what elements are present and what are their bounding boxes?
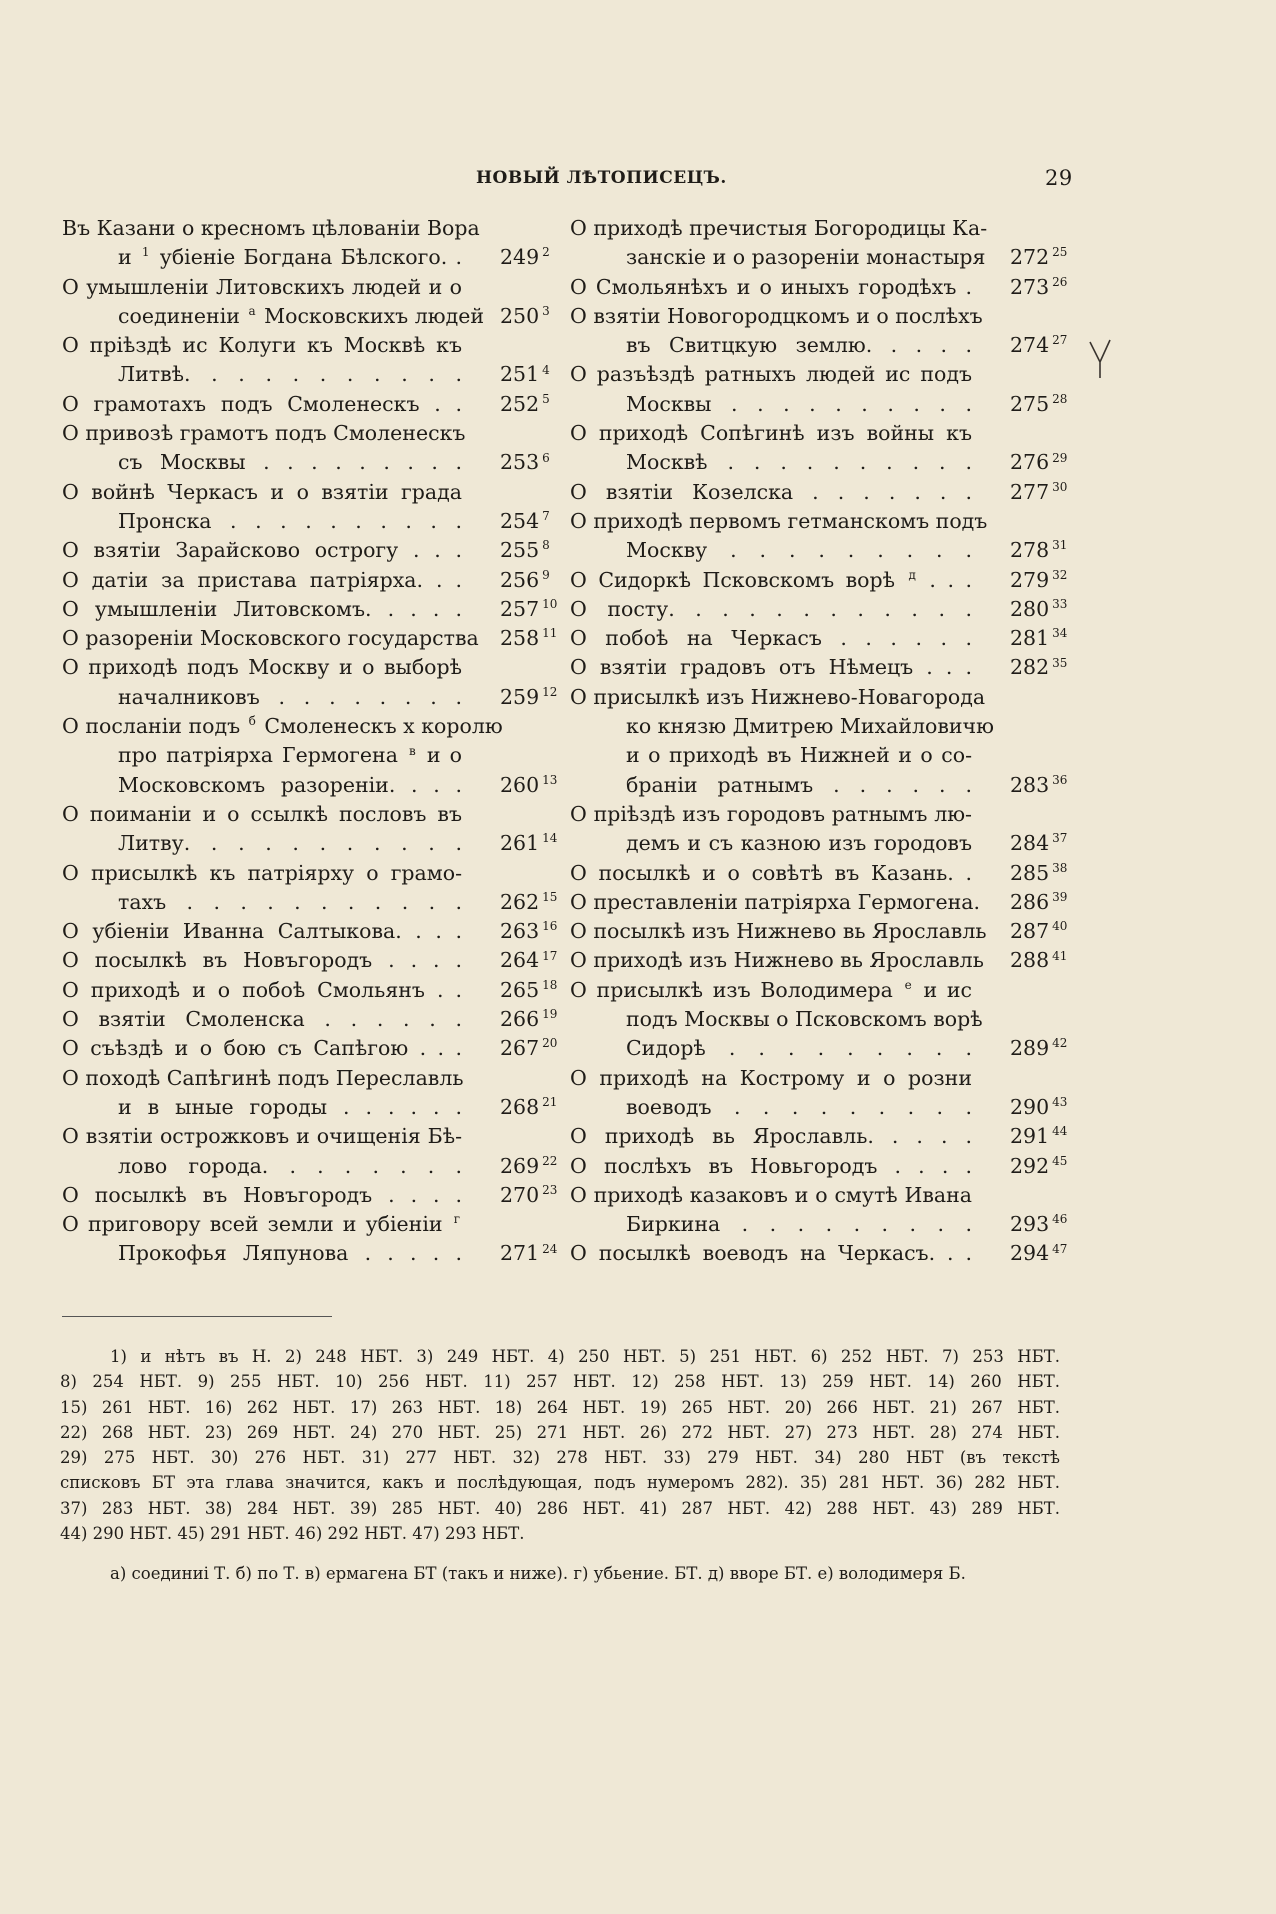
toc-entry [570,859,1068,888]
toc-page-value: 268 [500,1094,540,1119]
toc-page-number [1010,243,1067,272]
toc-entry [62,1181,562,1210]
toc-entry-text: О посылкѣ воеводъ на Черкасъ. . . [570,1241,972,1266]
toc-entry-text: про патріярха Гермогена $^в$ и о [118,743,462,768]
toc-entry-text: О преставленіи патріярха Гермогена. [570,889,981,914]
toc-page-value: 271 [500,1241,540,1266]
footnote-line: 1) и нѣтъ въ Н. 2) 248 НБТ. 3) 249 НБТ. 4) 250 НБТ. 5) 251 НБТ. 6) 252 НБТ. 7) 253 НБТ. [110,1347,1060,1366]
toc-page-value: 284 [1010,831,1050,856]
toc-page-value: 269 [500,1153,540,1178]
toc-page-value: 274 [1010,333,1050,358]
toc-entry [570,595,1068,624]
toc-page-number [1010,1122,1067,1151]
toc-entry-text: Въ Казани о кресномъ цѣлованіи Вора [62,216,480,240]
footnote-ref: 22 [542,1153,558,1168]
footnote-ref: 11 [542,626,558,641]
toc-entry [62,214,562,273]
variant-marker: г [453,1212,460,1227]
footnote-ref: 25 [1052,245,1068,260]
running-title: НОВЫЙ ЛѢТОПИСЕЦЪ. [476,168,727,188]
toc-page-number [500,1181,557,1210]
footnote-ref: 2 [542,245,550,260]
toc-page-value: 281 [1010,626,1050,651]
footnote-ref: 15 [542,890,558,904]
footnote-line: 8) 254 НБТ. 9) 255 НБТ. 10) 256 НБТ. 11) 257 НБТ. 12) 258 НБТ. 13) 259 НБТ. 14) 260 НБТ. [60,1372,1060,1392]
toc-entry [570,946,1068,975]
toc-left-column [62,214,562,1269]
toc-page-value: 261 [500,831,540,856]
toc-page-value: 276 [1010,450,1050,475]
toc-entry-text: тахъ . . . . . . . . . . . [118,889,462,914]
footnote-ref: 33 [1052,597,1068,612]
footnote-line: 15) 261 НБТ. 16) 262 НБТ. 17) 263 НБТ. 18) 264 НБТ. 19) 265 НБТ. 20) 266 НБТ. 21) 267 НБТ. [60,1397,1060,1417]
toc-entry-text: началниковъ . . . . . . . . [118,684,462,709]
variant-notes: а) соединиі Т. б) по Т. в) ермагена БТ (такъ и ниже). г) убьение. БТ. д) вворе БТ. е) володимеря Б. [110,1564,966,1583]
variant-marker: е [904,977,912,992]
toc-entry-text: О взятіи Новогородцкомъ и о послѣхъ [570,303,983,328]
toc-page-number [1010,595,1067,624]
footnote-ref: 20 [542,1036,558,1051]
toc-entry-text: О посылкѣ въ Новъгородъ . . . . [62,948,462,973]
footnotes [60,1344,1060,1546]
toc-page-value: 287 [1010,919,1050,944]
toc-entry-text: О присылкѣ къ патріярху о грамо- [62,860,462,885]
toc-entry-text: О разореніи Московского государства [62,626,479,651]
toc-entry [62,946,562,975]
toc-entry-text: О пріѣздѣ изъ городовъ ратнымъ лю- [570,801,972,826]
toc-entry-text: О посылкѣ и о совѣтѣ въ Казань. . [570,860,972,885]
footnote-line: 29) 275 НБТ. 30) 276 НБТ. 31) 277 НБТ. 32) 278 НБТ. 33) 279 НБТ. 34) 280 НБТ (въ текстѣ [60,1448,1060,1468]
toc-entry [62,566,562,595]
toc-page-value: 259 [500,684,540,709]
toc-entry [570,273,1068,302]
toc-page-number [1010,1239,1067,1268]
toc-page-number [1010,946,1067,975]
toc-entry [62,917,562,946]
toc-page-value: 254 [500,508,540,533]
toc-page-value: 253 [500,450,540,475]
toc-entry-text: Москвы . . . . . . . . . . [626,391,972,416]
footnote-ref: 41 [1052,948,1068,963]
footnote-ref: 9 [542,567,550,582]
toc-entry-text: О съѣздѣ и о бою съ Сапѣгою . . . [62,1036,462,1061]
toc-page-value: 275 [1010,391,1050,416]
toc-entry-text: Биркина . . . . . . . . . [626,1212,972,1237]
toc-page-value: 272 [1010,245,1050,270]
toc-entry [62,273,562,332]
toc-page-value: 267 [500,1036,540,1061]
footnote-ref: 39 [1052,890,1068,904]
toc-page-number [1010,536,1067,565]
toc-entry-text: демъ и съ казною изъ городовъ [626,831,972,856]
toc-entry [62,653,562,712]
toc-page-value: 263 [500,919,540,944]
toc-entry-text: О датіи за пристава патріярха. . . [62,567,462,592]
toc-page-number [500,302,550,331]
footnote-ref: 30 [1052,479,1068,494]
toc-entry [62,1210,562,1269]
footnote-ref: 23 [542,1182,558,1197]
toc-page-value: 266 [500,1007,540,1032]
footnote-ref: 4 [542,362,550,377]
toc-entry [570,214,1068,273]
toc-entry-text: О взятіи Зарайсково острогу . . . [62,538,462,563]
toc-page-number [1010,390,1067,419]
toc-entry [570,1064,1068,1123]
toc-entry [570,478,1068,507]
toc-page-value: 283 [1010,772,1050,797]
toc-right-column [570,214,1068,1269]
toc-page-number [500,917,557,946]
footnote-ref: 8 [542,538,550,553]
toc-entry [570,566,1068,595]
toc-entry-text: О разъѣздѣ ратныхъ людей ис подъ [570,362,972,387]
toc-page-number [500,360,550,389]
toc-page-value: 291 [1010,1124,1050,1149]
toc-page-number [500,946,557,975]
toc-page-number [500,390,550,419]
toc-entry [62,536,562,565]
toc-page-number [1010,331,1067,360]
toc-entry [62,712,562,800]
footnote-ref: 32 [1052,567,1068,582]
toc-page-value: 293 [1010,1212,1050,1237]
toc-entry-text: Московскомъ разореніи. . . . [118,772,462,797]
footnote-ref: 45 [1052,1153,1068,1168]
footnote-ref: 35 [1052,655,1068,670]
toc-entry-text: О Сидоркѣ Псковскомъ ворѣ $^д$ . . . [570,567,972,592]
toc-page-value: 285 [1010,860,1050,885]
toc-page-number [1010,859,1067,888]
footnote-ref: 18 [542,977,558,992]
toc-page-value: 280 [1010,596,1050,621]
toc-page-number [1010,1152,1067,1181]
toc-page-value: 260 [500,772,540,797]
toc-entry-text: О приходѣ первомъ гетманскомъ подъ [570,508,988,533]
footnote-ref: 5 [542,391,550,406]
toc-entry [570,360,1068,419]
toc-entry-text: и $^1$ убіеніе Богдана Бѣлского. . [118,245,462,270]
footnote-ref: 27 [1052,333,1068,348]
toc-entry-text: О грамотахъ подъ Смоленескъ . . [62,391,462,416]
footnote-ref: 46 [1052,1212,1068,1227]
footnote-ref: 44 [1052,1124,1068,1139]
variant-marker: а [248,304,256,319]
toc-entry [62,1005,562,1034]
toc-entry [570,683,1068,800]
toc-entry-text: съ Москвы . . . . . . . . . [118,450,462,475]
toc-entry [570,507,1068,566]
toc-entry-text: О приговору всей земли и убіеніи $^г$ [62,1212,460,1237]
toc-entry-text: Сидорѣ . . . . . . . . . [626,1036,972,1061]
page-number: 29 [1045,166,1073,190]
toc-entry-text: О походѣ Сапѣгинѣ подъ Переславль [62,1065,464,1090]
toc-entry-text: О приходѣ на Кострому и о розни [570,1065,972,1090]
footnote-line: 44) 290 НБТ. 45) 291 НБТ. 46) 292 НБТ. 47) 293 НБТ. [60,1524,525,1544]
toc-page-number [500,566,550,595]
toc-page-value: 282 [1010,655,1050,680]
toc-page-number [500,683,557,712]
toc-entry-text: О побоѣ на Черкасъ . . . . . . [570,626,972,651]
toc-page-value: 257 [500,596,540,621]
toc-entry-text: Прокофья Ляпунова . . . . . [118,1241,462,1266]
toc-entry [62,976,562,1005]
toc-entry-text: соединеніи $^а$ Московскихъ людей [118,303,484,328]
toc-entry-text: О приходѣ и о побоѣ Смольянъ . . [62,977,462,1002]
toc-page-value: 286 [1010,889,1050,914]
toc-entry [62,419,562,478]
toc-page-value: 278 [1010,538,1050,563]
toc-page-value: 270 [500,1182,540,1207]
toc-entry-text: О приходѣ Сопѣгинѣ изъ войны къ [570,421,972,446]
toc-page-number [1010,478,1067,507]
toc-entry-text: Москвѣ . . . . . . . . . . [626,450,972,475]
toc-page-number [500,976,557,1005]
toc-page-value: 258 [500,626,540,651]
toc-page-number [1010,566,1067,595]
footnote-ref: 19 [542,1007,558,1022]
footnote-ref: 12 [542,684,558,699]
toc-entry-text: лово города. . . . . . . . [118,1153,462,1178]
toc-page-value: 249 [500,245,540,270]
toc-entry [62,390,562,419]
toc-entry-text: браніи ратнымъ . . . . . . [626,772,972,797]
toc-entry [570,653,1068,682]
toc-page-number [500,536,550,565]
toc-page-number [500,888,557,917]
footnote-ref: 42 [1052,1036,1068,1051]
toc-entry-text: О приходѣ пречистыя Богородицы Ка- [570,216,988,240]
toc-entry-text: О приходѣ подъ Москву и о выборѣ [62,655,462,680]
toc-page-value: 255 [500,538,540,563]
toc-entry [570,1181,1068,1240]
toc-entry [62,595,562,624]
toc-entry-text: О посылкѣ въ Новъгородъ . . . . [62,1182,462,1207]
pencil-check-mark-icon [1088,336,1114,380]
footnote-ref: 24 [542,1241,558,1256]
toc-entry [570,302,1068,361]
footnote-ref: 43 [1052,1095,1068,1110]
toc-page-number [500,1034,557,1063]
toc-entry [570,1122,1068,1151]
toc-page-value: 264 [500,948,540,973]
toc-entry [570,1239,1068,1268]
toc-page-number [500,829,557,858]
toc-page-number [500,448,550,477]
toc-page-number [1010,888,1067,917]
toc-entry-text: О поиманіи и о ссылкѣ пословъ въ [62,801,462,826]
toc-page-number [1010,1034,1067,1063]
toc-entry-text: въ Свитцкую землю. . . . . [626,333,972,358]
toc-entry-text: О привозѣ грамотъ подъ Смоленескъ [62,421,466,446]
toc-page-value: 279 [1010,567,1050,592]
toc-entry-text: О взятіи острожковъ и очищенія Бѣ- [62,1124,462,1149]
toc-page-value: 294 [1010,1241,1050,1266]
toc-entry-text: О войнѣ Черкасъ и о взятіи града [62,479,462,504]
toc-entry-text: Москву . . . . . . . . . [626,538,972,563]
toc-entry-text: воеводъ . . . . . . . . . [626,1094,972,1119]
toc-entry-text: и в ыные городы . . . . . . [118,1094,462,1119]
toc-entry [62,800,562,859]
toc-page-number [1010,624,1067,653]
toc-page-number [500,624,557,653]
toc-entry [570,888,1068,917]
toc-page-value: 256 [500,567,540,592]
toc-entry-text: О посланіи подъ $^б$ Смоленескъ х королю [62,714,503,739]
toc-entry-text: О умышленіи Литовскихъ людей и о [62,274,462,299]
toc-entry-text: О приходѣ вь Ярославль. . . . . [570,1124,972,1149]
footnote-line: списковъ БТ эта глава значится, какъ и послѣдующая, подъ нумеромъ 282). 35) 281 НБТ. 36) 282 НБТ. [60,1473,1060,1493]
toc-page-number [1010,771,1067,800]
footnote-ref: 14 [542,831,558,846]
toc-entry [62,859,562,918]
footnote-ref: 40 [1052,919,1068,934]
toc-entry-text: О Смольянѣхъ и о иныхъ городѣхъ . [570,274,972,299]
toc-page-number [500,771,557,800]
footnote-ref: 21 [542,1095,558,1110]
toc-entry-text: Литву. . . . . . . . . . . [118,831,462,856]
toc-entry [570,1152,1068,1181]
toc-entry-text: О взятіи Смоленска . . . . . . [62,1007,462,1032]
toc-entry-text: О приходѣ изъ Нижнево вь Ярославль [570,948,984,973]
toc-entry-text: О умышленіи Литовскомъ. . . . . [62,596,462,621]
toc-page-number [1010,829,1067,858]
footnote-line: 22) 268 НБТ. 23) 269 НБТ. 24) 270 НБТ. 25) 271 НБТ. 26) 272 НБТ. 27) 273 НБТ. 28) 274 НБТ. [60,1422,1060,1442]
variant-marker: б [248,714,256,729]
toc-entry-text: О посылкѣ изъ Нижнево вь Ярославль [570,919,987,944]
toc-page-number [1010,917,1067,946]
toc-entry-text: Пронска . . . . . . . . . . [118,508,462,533]
toc-entry-text: О убіеніи Иванна Салтыкова. . . . [62,919,462,944]
toc-entry [62,331,562,390]
footnote-ref: 38 [1052,860,1068,875]
toc-entry-text: подъ Москвы о Псковскомъ ворѣ [626,1007,983,1032]
toc-entry-text: О приходѣ казаковъ и о смутѣ Ивана [570,1182,972,1207]
toc-entry-text: О послѣхъ въ Новьгородъ . . . . [570,1153,972,1178]
footnote-ref: 7 [542,509,550,524]
toc-page-number [1010,1210,1067,1239]
footnote-ref: 37 [1052,831,1068,846]
footnote-ref: 29 [1052,450,1068,465]
toc-entry [570,419,1068,478]
toc-entry [62,624,562,653]
toc-page-value: 273 [1010,274,1050,299]
toc-page-number [500,243,550,272]
toc-entry [62,1122,562,1181]
toc-entry [62,1064,562,1123]
toc-page-number [1010,448,1067,477]
variant-marker: д [908,567,916,582]
toc-page-value: 251 [500,362,540,387]
footnote-ref: 17 [542,948,558,963]
toc-entry [62,478,562,537]
footnote-ref: 16 [542,919,558,934]
toc-entry [570,800,1068,859]
toc-entry-text: О взятіи Козелска . . . . . . . [570,479,972,504]
footnote-ref: 3 [542,304,550,319]
toc-page-value: 262 [500,889,540,914]
toc-entry-text: О присылкѣ изъ Володимера $^е$ и ис [570,977,972,1002]
toc-entry-text: О посту. . . . . . . . . . . . [570,596,972,621]
toc-page-number [500,1005,557,1034]
toc-page-number [500,1152,557,1181]
footnote-ref: 47 [1052,1241,1068,1256]
toc-page-number [500,1093,557,1122]
toc-page-number [500,1239,557,1268]
toc-page-value: 290 [1010,1094,1050,1119]
footnote-ref: 36 [1052,772,1068,787]
toc-entry [62,1034,562,1063]
toc-entry [570,917,1068,946]
toc-page-number [500,507,550,536]
toc-page-number [1010,1093,1067,1122]
toc-page-value: 265 [500,977,540,1002]
footnote-ref: 13 [542,772,558,787]
toc-entry-text: О присылкѣ изъ Нижнево-Новагорода [570,684,986,709]
footnote-ref: 34 [1052,626,1068,641]
variant-marker: 1 [141,245,150,260]
toc-page-value: 292 [1010,1153,1050,1178]
footnote-rule [62,1316,332,1317]
footnote-line: 37) 283 НБТ. 38) 284 НБТ. 39) 285 НБТ. 40) 286 НБТ. 41) 287 НБТ. 42) 288 НБТ. 43) 289 НБТ. [60,1498,1060,1518]
toc-entry-text: ко князю Дмитрею Михайловичю [626,714,994,739]
footnote-ref: 28 [1052,391,1068,406]
toc-page-value: 288 [1010,948,1050,973]
toc-entry-text: и о приходѣ въ Нижней и о со- [626,743,972,768]
variant-marker: в [409,743,416,758]
toc-page-value: 250 [500,303,540,328]
toc-entry-text: О пріѣздѣ ис Колуги къ Москвѣ къ [62,333,462,358]
toc-entry [570,624,1068,653]
toc-page-value: 289 [1010,1036,1050,1061]
toc-page-number [1010,653,1067,682]
toc-entry [570,976,1068,1064]
footnote-ref: 10 [542,597,558,612]
toc-page-value: 252 [500,391,540,416]
footnote-ref: 26 [1052,274,1068,289]
toc-entry-text: Литвѣ. . . . . . . . . . . [118,362,462,387]
footnote-ref: 6 [542,450,550,465]
toc-entry-text: занскіе и о разореніи монастыря [626,245,986,270]
toc-page-number [1010,273,1067,302]
toc-entry-text: О взятіи градовъ отъ Нѣмецъ . . . [570,655,972,680]
toc-page-number [500,595,557,624]
footnote-ref: 31 [1052,538,1068,553]
toc-page-value: 277 [1010,479,1050,504]
